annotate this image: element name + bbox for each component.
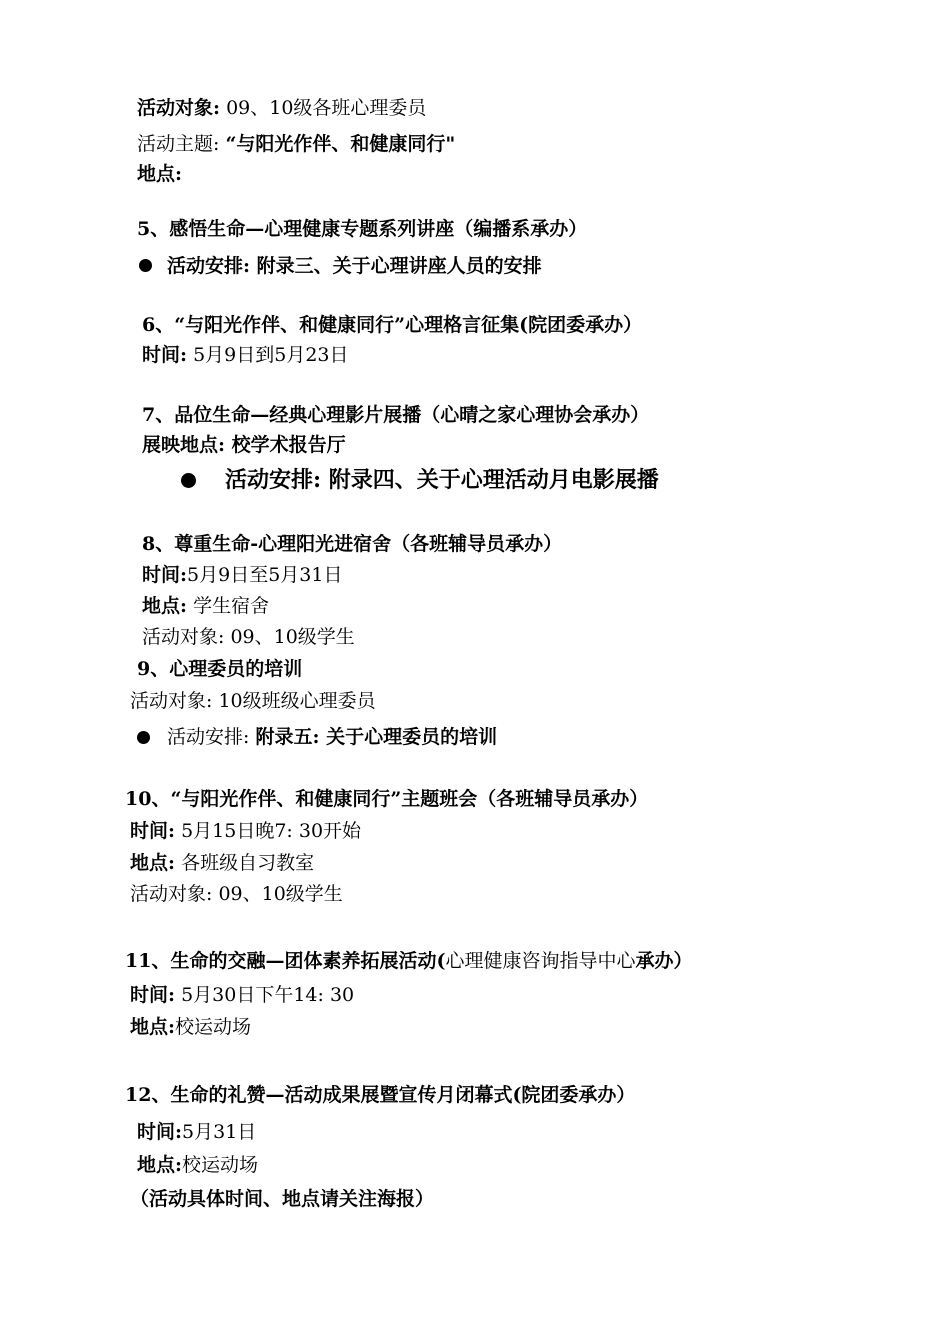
arrange-line xyxy=(167,253,542,279)
field-value: 附录五: 关于心理委员的培训 xyxy=(255,726,498,748)
field-value: 5月9日到5月23日 xyxy=(193,344,349,366)
screening-place-line xyxy=(142,432,346,458)
arrange-line xyxy=(167,724,497,750)
field-label: 活动主题: xyxy=(137,133,220,155)
field-value: 5月30日下午14: 30 xyxy=(181,984,355,1006)
field-value: 5月9日至5月31日 xyxy=(187,564,343,586)
field-label: 时间: xyxy=(130,820,176,842)
section-title-5: 5、感悟生命—心理健康专题系列讲座（编播系承办） xyxy=(137,218,588,240)
place-line xyxy=(130,850,314,876)
place-line xyxy=(142,593,269,619)
place-line xyxy=(137,1152,258,1178)
section-title-12: 12、生命的礼赞—活动成果展暨宣传月闭幕式(院团委承办） xyxy=(125,1084,636,1106)
time-line xyxy=(142,342,349,368)
title-part: 承办） xyxy=(635,950,693,972)
time-line xyxy=(130,818,361,844)
field-label: 地点: xyxy=(142,595,188,617)
field-value: 学生宿舍 xyxy=(193,595,270,617)
field-value: 附录四、关于心理活动月电影展播 xyxy=(328,467,659,493)
field-label: 时间: xyxy=(137,1121,183,1143)
section-title-6: 6、“与阳光作伴、和健康同行”心理格言征集(院团委承办） xyxy=(142,314,643,336)
field-label: 活动对象: xyxy=(130,690,213,712)
field-value: 09、10级学生 xyxy=(218,883,343,905)
target-line xyxy=(142,624,355,650)
section-title-11 xyxy=(125,948,692,974)
theme-line xyxy=(137,131,455,157)
field-label: 地点: xyxy=(130,852,176,874)
field-value: 5月31日 xyxy=(182,1121,257,1143)
target-line xyxy=(137,95,426,121)
field-label: 地点: xyxy=(137,1154,183,1176)
target-line xyxy=(130,881,343,907)
field-label: 展映地点: xyxy=(142,434,226,456)
section-title-9: 9、心理委员的培训 xyxy=(137,658,303,680)
field-label: 时间: xyxy=(130,984,176,1006)
time-line xyxy=(130,982,354,1008)
field-value: 校学术报告厅 xyxy=(231,434,346,456)
field-value: 09、10级各班心理委员 xyxy=(226,97,427,119)
target-line xyxy=(130,688,376,714)
field-value: 校运动场 xyxy=(182,1154,259,1176)
time-line xyxy=(142,562,342,588)
bullet-icon xyxy=(181,473,196,488)
place-line xyxy=(130,1014,251,1040)
field-value: 09、10级学生 xyxy=(230,626,355,648)
field-label: 活动安排: xyxy=(225,467,322,493)
field-value: 附录三、关于心理讲座人员的安排 xyxy=(256,255,542,277)
field-label: 活动安排: xyxy=(167,255,251,277)
field-label: 活动对象: xyxy=(142,626,225,648)
field-label: 时间: xyxy=(142,564,188,586)
section-title-7: 7、品位生命—经典心理影片展播（心晴之家心理协会承办） xyxy=(142,404,650,426)
field-value: 各班级自习教室 xyxy=(181,852,315,874)
title-part: 11、生命的交融—团体素养拓展活动( xyxy=(125,950,446,972)
bullet-icon xyxy=(139,259,152,272)
field-label: 活动对象: xyxy=(130,883,213,905)
section-title-8: 8、尊重生命-心理阳光进宿舍（各班辅导员承办） xyxy=(142,533,563,555)
arrange-line xyxy=(225,465,659,495)
field-value: 5月15日晚7: 30开始 xyxy=(181,820,362,842)
field-label: 地点: xyxy=(130,1016,176,1038)
field-value: 校运动场 xyxy=(175,1016,252,1038)
section-title-10: 10、“与阳光作伴、和健康同行”主题班会（各班辅导员承办） xyxy=(125,788,649,810)
field-label: 活动对象: xyxy=(137,97,221,119)
bullet-icon xyxy=(137,731,150,744)
field-value: “与阳光作伴、和健康同行" xyxy=(225,133,456,155)
field-label: 活动安排: xyxy=(167,726,250,748)
field-value: 10级班级心理委员 xyxy=(218,690,376,712)
footer-note: （活动具体时间、地点请关注海报） xyxy=(130,1188,435,1210)
time-line xyxy=(137,1119,256,1145)
title-part: 心理健康咨询指导中心 xyxy=(445,950,636,972)
field-label: 时间: xyxy=(142,344,188,366)
place-line: 地点: xyxy=(137,163,183,185)
